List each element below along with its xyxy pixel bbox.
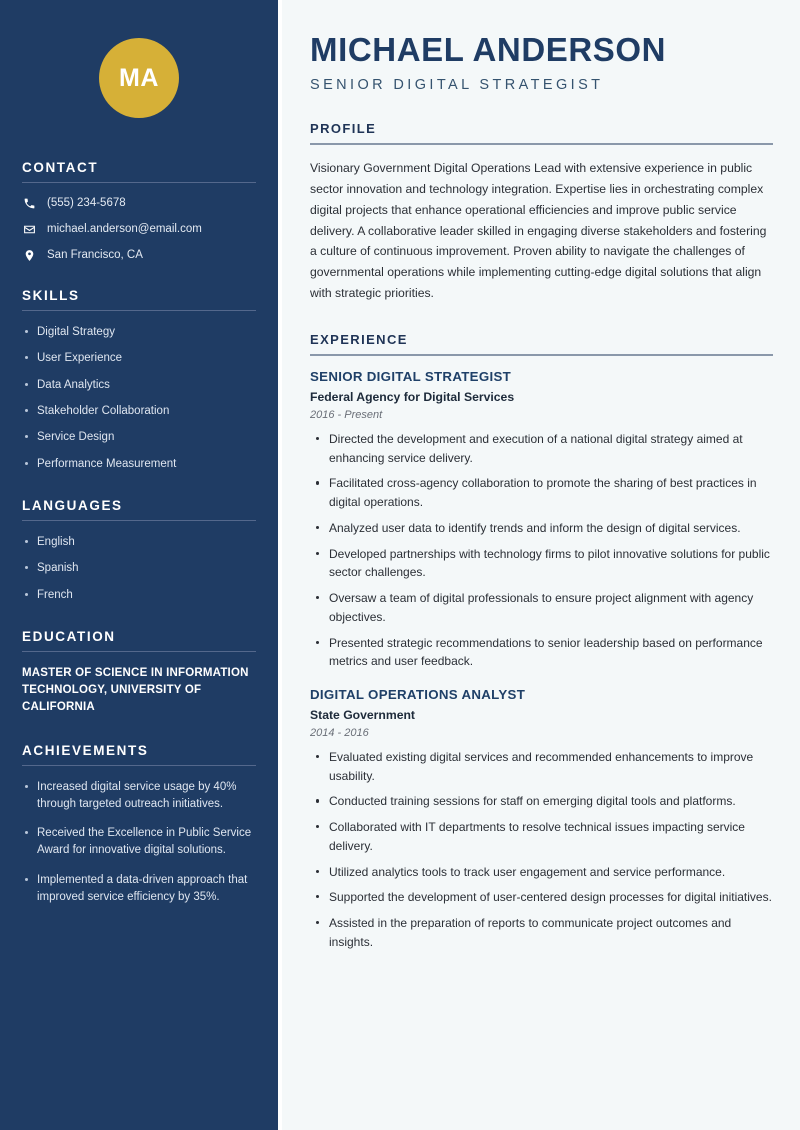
contact-item-location[interactable]: [22, 248, 256, 262]
list-item: Utilized analytics tools to track user engagement and service performance.: [310, 863, 773, 882]
contact-item-email[interactable]: [22, 222, 256, 236]
experience-entry: [310, 369, 773, 671]
avatar-container: [22, 0, 256, 160]
languages-section: [22, 498, 256, 603]
list-item: Service Design: [22, 429, 256, 445]
list-item: Evaluated existing digital services and recommended enhancements to improve usability.: [310, 748, 773, 785]
list-item: Received the Excellence in Public Service Award for innovative digital solutions.: [22, 825, 256, 860]
contact-section: [22, 160, 256, 262]
achievements-list: [22, 779, 256, 907]
experience-divider: [310, 354, 773, 356]
job-company: State Government: [310, 707, 415, 722]
job-dates: 2014 - 2016: [310, 726, 369, 739]
profile-heading: PROFILE: [310, 120, 377, 136]
list-item: Increased digital service usage by 40% through targeted outreach initiatives.: [22, 779, 256, 814]
list-item: Directed the development and execution of a national digital strategy aimed at enhancing service delivery.: [310, 430, 773, 467]
list-item: Performance Measurement: [22, 456, 256, 472]
profile-divider: [310, 143, 773, 145]
list-item: Spanish: [22, 560, 256, 576]
sidebar: [0, 0, 278, 1130]
contact-divider: [22, 182, 256, 183]
education-section: [22, 629, 256, 717]
list-item: Conducted training sessions for staff on emerging digital tools and platforms.: [310, 792, 773, 811]
page-title: MICHAEL ANDERSON: [310, 31, 667, 68]
job-bullet-list: [310, 430, 773, 671]
list-item: English: [22, 534, 256, 550]
list-item: Supported the development of user-centered design processes for digital initiatives.: [310, 888, 773, 907]
contact-heading: CONTACT: [22, 160, 99, 175]
list-item: French: [22, 587, 256, 603]
experience-entry: [310, 687, 773, 951]
list-item: Analyzed user data to identify trends and inform the design of digital services.: [310, 519, 773, 538]
phone-icon: [22, 196, 36, 210]
experience-section: [310, 332, 773, 951]
job-company: Federal Agency for Digital Services: [310, 390, 515, 405]
list-item: Presented strategic recommendations to senior leadership based on performance metrics and user feedback.: [310, 634, 773, 671]
achievements-heading: ACHIEVEMENTS: [22, 742, 149, 758]
list-item: Developed partnerships with technology firms to pilot innovative solutions for public sector challenges.: [310, 545, 773, 582]
achievements-section: [22, 743, 256, 907]
skills-list: [22, 324, 256, 472]
contact-item-phone[interactable]: [22, 196, 256, 210]
professional-title: SENIOR DIGITAL STRATEGIST: [310, 76, 604, 93]
languages-list: [22, 534, 256, 603]
contact-list: [22, 196, 256, 262]
skills-heading: SKILLS: [22, 288, 80, 303]
education-entry: MASTER OF SCIENCE IN INFORMATION TECHNOLOGY, UNIVERSITY OF CALIFORNIA: [22, 666, 249, 714]
job-bullet-list: [310, 748, 773, 951]
profile-section: [310, 121, 773, 304]
list-item: Assisted in the preparation of reports to communicate project outcomes and insights.: [310, 914, 773, 951]
languages-heading: LANGUAGES: [22, 497, 123, 513]
contact-value-phone: (555) 234-5678: [47, 197, 126, 209]
list-item: Oversaw a team of digital professionals to ensure project alignment with agency objectives.: [310, 589, 773, 626]
list-item: Facilitated cross-agency collaboration to promote the sharing of best practices in digital operations.: [310, 474, 773, 511]
list-item: Collaborated with IT departments to resolve technical issues impacting service delivery.: [310, 818, 773, 855]
list-item: Digital Strategy: [22, 324, 256, 340]
experience-heading: EXPERIENCE: [310, 332, 408, 348]
skills-section: [22, 288, 256, 472]
envelope-icon: [22, 222, 36, 236]
job-role: SENIOR DIGITAL STRATEGIST: [310, 369, 512, 385]
list-item: Stakeholder Collaboration: [22, 403, 256, 419]
list-item: User Experience: [22, 350, 256, 366]
education-divider: [22, 651, 256, 652]
education-heading: EDUCATION: [22, 628, 116, 644]
location-pin-icon: [22, 248, 36, 262]
contact-value-email: michael.anderson@email.com: [47, 223, 202, 235]
list-item: Data Analytics: [22, 377, 256, 393]
profile-text: Visionary Government Digital Operations Lead with extensive experience in public sector innovation and technology integration. Expertise lies in orchestrating complex digital projects that enhance operational efficiencies and improve public service delivery. A collaborative leader skilled in engaging diverse stakeholders and fostering a culture of continuous improvement. Proven ability to navigate the challenges of governmental operations while implementing cutting-edge digital solutions that align with strategic priorities.: [310, 160, 767, 301]
list-item: Implemented a data-driven approach that improved service efficiency by 35%.: [22, 872, 256, 907]
job-dates: 2016 - Present: [310, 409, 383, 422]
avatar: MA: [99, 38, 179, 118]
languages-divider: [22, 520, 256, 521]
skills-divider: [22, 310, 256, 311]
main-content: [278, 0, 800, 1130]
job-role: DIGITAL OPERATIONS ANALYST: [310, 686, 526, 702]
achievements-divider: [22, 765, 256, 766]
contact-value-location: San Francisco, CA: [47, 249, 143, 261]
